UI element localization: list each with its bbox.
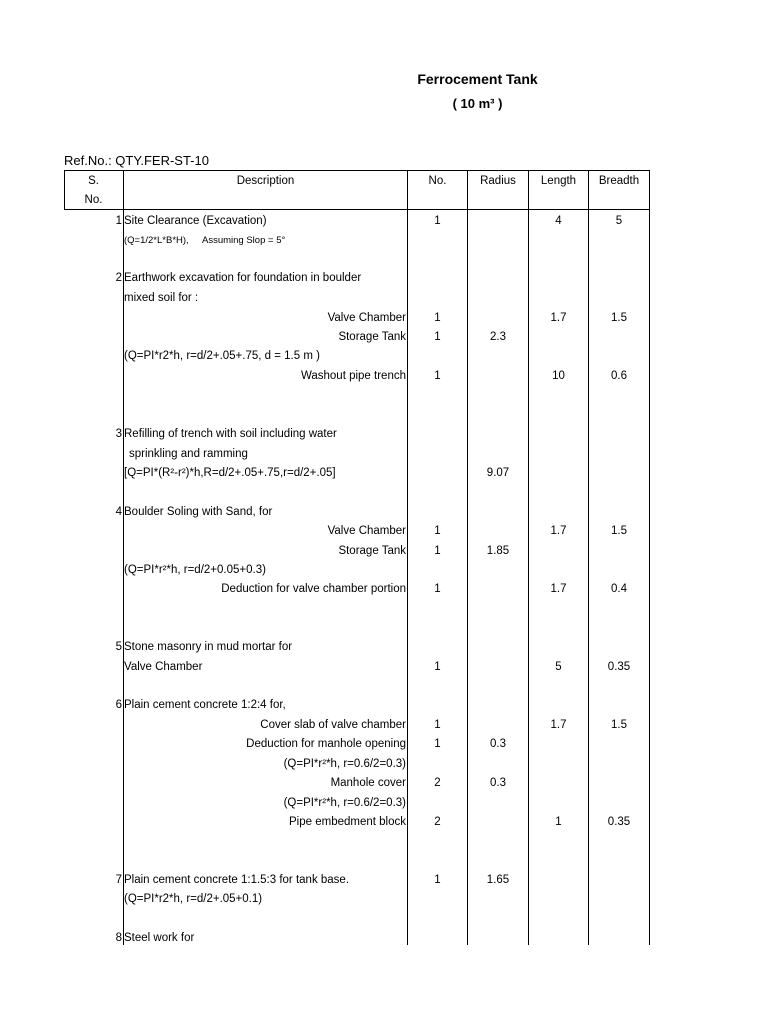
row-description: Valve Chamber bbox=[327, 312, 406, 324]
table-top-border bbox=[64, 170, 650, 171]
row-description: Site Clearance (Excavation) bbox=[124, 215, 267, 227]
row-no: 2 bbox=[434, 816, 441, 828]
row-no: 1 bbox=[434, 215, 441, 227]
table-right-border bbox=[649, 170, 650, 945]
row-radius: 0.3 bbox=[490, 777, 506, 789]
header-no: No. bbox=[428, 175, 447, 187]
header-sno-2: No. bbox=[84, 194, 103, 206]
row-length: 1.7 bbox=[550, 525, 567, 537]
row-description: Washout pipe trench bbox=[300, 370, 406, 382]
row-no: 1 bbox=[434, 525, 441, 537]
row-description: Earthwork excavation for foundation in boulder bbox=[124, 272, 362, 284]
row-serial-number: 5 bbox=[115, 641, 122, 653]
row-breadth: 0.35 bbox=[607, 661, 631, 673]
row-description: Boulder Soling with Sand, for bbox=[124, 506, 273, 518]
row-radius: 9.07 bbox=[486, 467, 510, 479]
row-breadth: 1.5 bbox=[611, 312, 627, 324]
row-no: 1 bbox=[434, 370, 441, 382]
row-length: 1.7 bbox=[550, 719, 567, 731]
row-description: Storage Tank bbox=[338, 331, 406, 343]
document-subtitle: ( 10 m³ ) bbox=[452, 96, 503, 111]
row-description: Stone masonry in mud mortar for bbox=[124, 641, 293, 653]
row-breadth: 1.5 bbox=[611, 525, 627, 537]
row-breadth: 0.35 bbox=[607, 816, 631, 828]
row-formula: (Q=1/2*L*B*H), bbox=[124, 235, 189, 246]
row-formula: (Q=PI*r²*h, r=d/2+0.05+0.3) bbox=[124, 564, 266, 576]
row-radius: 2.3 bbox=[490, 331, 506, 343]
row-description: Valve Chamber bbox=[327, 525, 406, 537]
row-description: Refilling of trench with soil including water bbox=[124, 428, 337, 440]
row-description: Storage Tank bbox=[338, 545, 406, 557]
row-length: 4 bbox=[555, 215, 562, 227]
row-description: sprinkling and ramming bbox=[129, 448, 248, 460]
row-breadth: 0.4 bbox=[611, 583, 627, 595]
row-description: Valve Chamber bbox=[124, 661, 203, 673]
row-breadth: 0.6 bbox=[611, 370, 627, 382]
row-breadth: 1.5 bbox=[611, 719, 627, 731]
row-serial-number: 2 bbox=[115, 272, 122, 284]
row-radius: 1.85 bbox=[486, 545, 510, 557]
row-formula: (Q=PI*r²*h, r=0.6/2=0.3) bbox=[283, 797, 406, 809]
row-length: 1.7 bbox=[550, 583, 567, 595]
row-serial-number: 1 bbox=[115, 215, 122, 227]
row-no: 1 bbox=[434, 738, 441, 750]
row-formula: (Q=PI*r²*h, r=0.6/2=0.3) bbox=[283, 758, 406, 770]
row-formula-note: Assuming Slop = 5° bbox=[202, 235, 286, 246]
row-description: Plain cement concrete 1:2:4 for, bbox=[124, 699, 286, 711]
row-no: 1 bbox=[434, 583, 441, 595]
row-formula: (Q=PI*r2*h, r=d/2+.05+.75, d = 1.5 m ) bbox=[124, 350, 320, 362]
row-no: 1 bbox=[434, 312, 441, 324]
row-no: 1 bbox=[434, 545, 441, 557]
row-no: 1 bbox=[434, 331, 441, 343]
row-serial-number: 3 bbox=[115, 428, 122, 440]
row-serial-number: 6 bbox=[115, 699, 122, 711]
row-description: Cover slab of valve chamber bbox=[260, 719, 406, 731]
row-description: Deduction for valve chamber portion bbox=[221, 583, 406, 595]
row-description: Pipe embedment block bbox=[289, 816, 406, 828]
row-no: 1 bbox=[434, 874, 441, 886]
row-formula: [Q=PI*(R²-r²)*h,R=d/2+.05+.75,r=d/2+.05] bbox=[124, 467, 336, 479]
row-no: 1 bbox=[434, 719, 441, 731]
row-description: Plain cement concrete 1:1.5:3 for tank base. bbox=[124, 874, 350, 886]
row-formula: (Q=PI*r2*h, r=d/2+.05+0.1) bbox=[124, 893, 263, 905]
header-description: Description bbox=[236, 175, 295, 187]
reference-number: Ref.No.: QTY.FER-ST-10 bbox=[64, 153, 209, 168]
row-length: 1 bbox=[555, 816, 562, 828]
row-length: 1.7 bbox=[550, 312, 567, 324]
header-sno: S. bbox=[88, 175, 99, 187]
row-serial-number: 4 bbox=[115, 506, 122, 518]
row-radius: 0.3 bbox=[490, 738, 506, 750]
header-radius: Radius bbox=[480, 175, 516, 187]
row-serial-number: 8 bbox=[115, 932, 122, 944]
row-description: Manhole cover bbox=[330, 777, 406, 789]
header-bottom-border bbox=[64, 209, 650, 210]
row-serial-number: 7 bbox=[115, 874, 122, 886]
row-description: Steel work for bbox=[124, 932, 195, 944]
row-length: 5 bbox=[555, 661, 562, 673]
row-no: 1 bbox=[434, 661, 441, 673]
row-breadth: 5 bbox=[615, 215, 623, 227]
row-radius: 1.65 bbox=[486, 874, 510, 886]
row-description: mixed soil for : bbox=[124, 292, 199, 304]
header-breadth: Breadth bbox=[598, 175, 640, 187]
document-title: Ferrocement Tank bbox=[417, 71, 538, 87]
row-length: 10 bbox=[552, 370, 565, 382]
row-description: Deduction for manhole opening bbox=[246, 738, 406, 750]
header-length: Length bbox=[540, 175, 577, 187]
row-no: 2 bbox=[434, 777, 441, 789]
